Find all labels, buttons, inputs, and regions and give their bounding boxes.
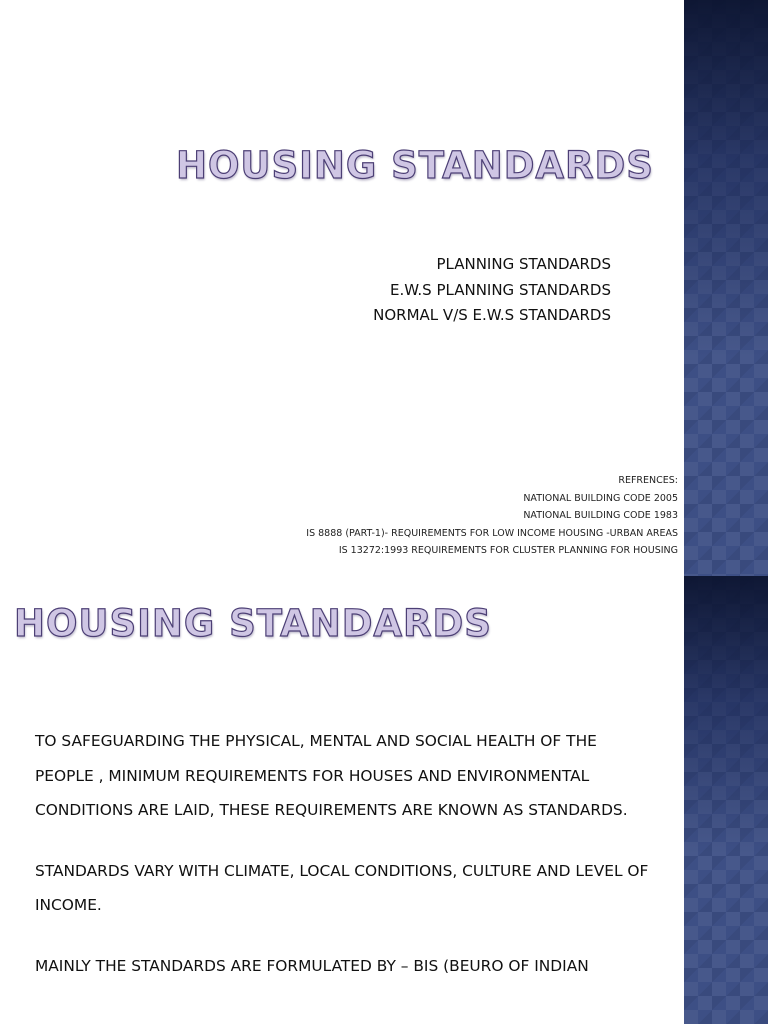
references-list xyxy=(306,472,678,560)
decorative-side-band xyxy=(684,576,768,1024)
subtitle-line: PLANNING STANDARDS xyxy=(436,255,611,273)
slide-content xyxy=(0,576,768,1024)
body-paragraph: STANDARDS VARY WITH CLIMATE, LOCAL CONDITIONS, CULTURE AND LEVEL OF INCOME. xyxy=(35,861,649,914)
reference-item: NATIONAL BUILDING CODE 1983 xyxy=(523,510,678,521)
subtitle-list xyxy=(373,252,611,329)
subtitle-line: NORMAL V/S E.W.S STANDARDS xyxy=(373,306,611,324)
reference-item: IS 13272:1993 REQUIREMENTS FOR CLUSTER PLANNING FOR HOUSING xyxy=(338,545,678,556)
decorative-side-band xyxy=(684,0,768,576)
body-text xyxy=(35,724,653,1009)
subtitle-line: E.W.S PLANNING STANDARDS xyxy=(390,280,611,299)
body-paragraph: TO SAFEGUARDING THE PHYSICAL, MENTAL AND SOCIAL HEALTH OF THE PEOPLE , MINIMUM REQUIREMENTS FOR HOUSES AND ENVIRONMENTAL CONDITIONS ARE LAID, THESE REQUIREMENTS ARE KNOWN AS STANDARDS. xyxy=(35,732,628,819)
reference-item: IS 8888 (PART-1)- REQUIREMENTS FOR LOW INCOME HOUSING -URBAN AREAS xyxy=(306,527,678,539)
references-heading: REFRENCES: xyxy=(618,475,678,486)
reference-item: NATIONAL BUILDING CODE 2005 xyxy=(523,492,678,504)
slide-title-heading: HOUSING STANDARDS xyxy=(176,144,654,187)
slide-heading: HOUSING STANDARDS xyxy=(14,602,492,645)
body-paragraph: MAINLY THE STANDARDS ARE FORMULATED BY – BIS (BEURO OF INDIAN xyxy=(35,956,589,975)
